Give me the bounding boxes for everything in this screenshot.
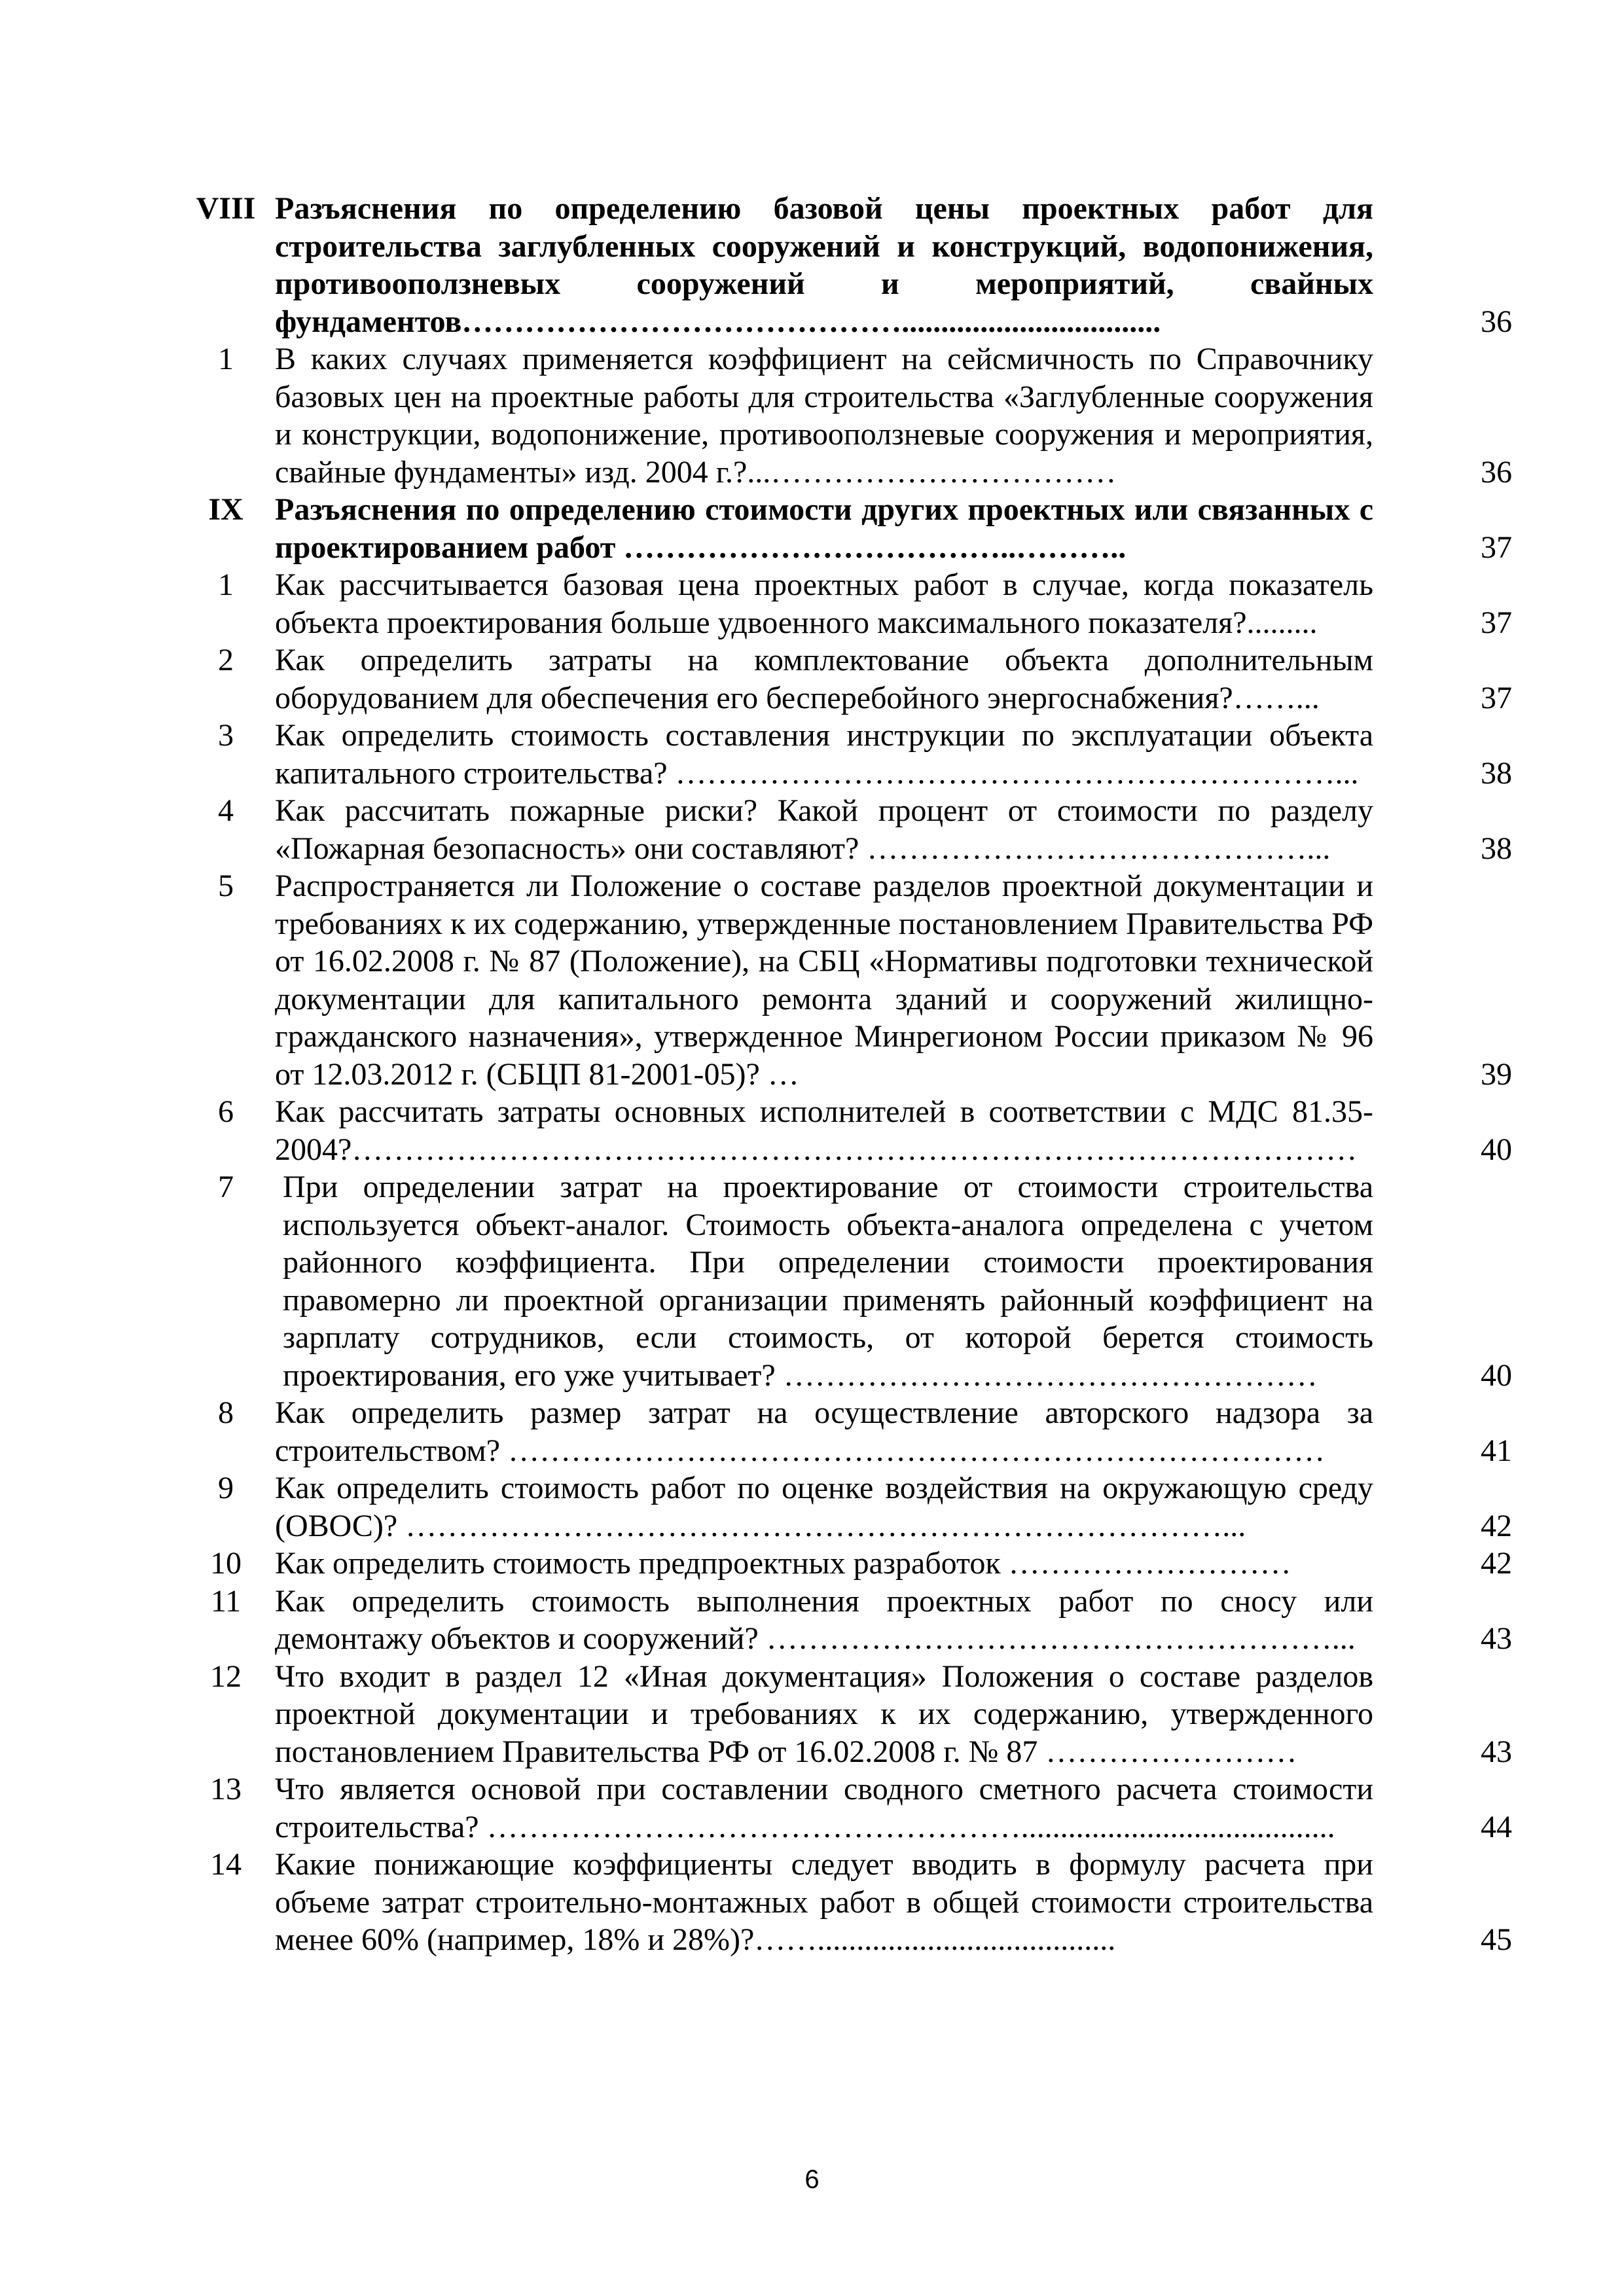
toc-item <box>177 566 1512 641</box>
toc-title: Как рассчитать затраты основных исполнителей в соответствии с МДС 81.35-2004?…………………………………………………………………………………… <box>275 1094 1373 1167</box>
toc-number: 14 <box>210 1847 242 1882</box>
toc-title: Что является основой при составлении сводного сметного расчета стоимости строительства? ……………………………………………........................................ <box>275 1772 1373 1844</box>
toc-title: Как определить стоимость предпроектных разработок ……………………… <box>275 1546 1291 1581</box>
toc-number: 5 <box>218 869 234 903</box>
toc-item <box>177 1394 1512 1469</box>
toc-number: 2 <box>218 643 234 677</box>
toc-title: Как определить затраты на комплектование объекта дополнительным оборудованием для обеспечения его бесперебойного энергоснабжения?……... <box>275 643 1373 715</box>
toc-page: 43 <box>1481 1734 1512 1769</box>
toc-section-viii <box>177 190 1512 340</box>
toc-page: 42 <box>1481 1508 1512 1543</box>
toc-page: 38 <box>1481 831 1512 866</box>
toc-title: Как определить стоимость выполнения проектных работ по сносу или демонтажу объектов и сооружений? ………………………………………………... <box>275 1583 1373 1656</box>
toc-title: Разъяснения по определению стоимости других проектных или связанных с проектированием работ ………………………………..……….. <box>275 492 1373 565</box>
toc-number: IX <box>208 492 244 527</box>
toc-number: 1 <box>218 342 234 376</box>
toc-title: Распространяется ли Положение о составе разделов проектной документации и требованиях к их содержанию, утвержденные постановлением Правительства РФ от 16.02.2008 г. № 87 (Положение), на СБЦ «Нормативы подготовки технической документации для капитального ремонта зданий и сооружений жилищно-гражданского назначения», утвержденное Минрегионом России приказом № 96 от 12.03.2012 г. (СБЦП 81-2001-05)? … <box>275 869 1373 1092</box>
toc-title: В каких случаях применяется коэффициент на сейсмичность по Справочнику базовых цен на проектные работы для строительства «Заглубленные сооружения и конструкции, водопонижение, противооползневые сооружения и мероприятия, свайные фундаменты» изд. 2004 г.?...…………………………… <box>275 342 1373 490</box>
toc-page: 42 <box>1481 1546 1512 1581</box>
toc-item <box>177 1770 1512 1846</box>
toc-page: 40 <box>1481 1357 1512 1393</box>
toc-item <box>177 867 1512 1093</box>
toc-item <box>177 1093 1512 1168</box>
toc-title: Разъяснения по определению базовой цены проектных работ для строительства заглубленных сооружений и конструкций, водопонижения, противооползневых сооружений и мероприятий, свайных фундаментов……………………………………................................. <box>275 191 1373 339</box>
toc-page: 36 <box>1481 454 1512 490</box>
page-number: 6 <box>804 2165 820 2194</box>
toc-number: VIII <box>196 191 256 226</box>
toc-item <box>177 792 1512 867</box>
toc-title: Как определить стоимость работ по оценке воздействия на окружающую среду (ОВОС)? ……………………………………………………………………... <box>275 1471 1373 1543</box>
toc-number: 1 <box>218 567 234 602</box>
toc-item <box>177 717 1512 792</box>
toc-item <box>177 1545 1512 1583</box>
toc-number: 13 <box>210 1772 242 1806</box>
toc-number: 11 <box>210 1583 242 1619</box>
toc-number: 4 <box>218 793 234 828</box>
toc-page: 36 <box>1481 304 1512 339</box>
toc-title: Как рассчитать пожарные риски? Какой процент от стоимости по разделу «Пожарная безопасность» они составляют? ……………………………………... <box>275 793 1373 866</box>
toc-page: 37 <box>1481 529 1512 565</box>
toc-page: 44 <box>1481 1809 1512 1844</box>
toc-number: 8 <box>218 1395 234 1430</box>
toc-title: Как определить размер затрат на осуществление авторского надзора за строительством? …………………………………………………………………… <box>275 1395 1373 1468</box>
toc-page: 39 <box>1481 1056 1512 1092</box>
toc-page: 40 <box>1481 1132 1512 1167</box>
toc-title: Как рассчитывается базовая цена проектных работ в случае, когда показатель объекта проектирования больше удвоенного максимального показателя?......... <box>275 567 1373 640</box>
toc-number: 9 <box>218 1471 234 1505</box>
toc-page: 41 <box>1481 1433 1512 1468</box>
toc-page: 37 <box>1481 680 1512 715</box>
toc-item <box>177 641 1512 717</box>
toc-section-ix <box>177 491 1512 566</box>
toc-item <box>177 340 1512 491</box>
toc-page: 38 <box>1481 755 1512 791</box>
toc-number: 3 <box>218 718 234 753</box>
toc-page: 43 <box>1481 1621 1512 1656</box>
toc-item <box>177 1658 1512 1771</box>
toc-number: 6 <box>218 1094 234 1129</box>
toc-item <box>177 1583 1512 1658</box>
table-of-contents <box>177 190 1512 1959</box>
toc-item <box>177 1469 1512 1545</box>
toc-item <box>177 1168 1512 1394</box>
toc-number: 12 <box>210 1659 242 1694</box>
toc-page: 45 <box>1481 1922 1512 1957</box>
toc-number: 7 <box>218 1170 234 1204</box>
toc-item <box>177 1846 1512 1959</box>
toc-title: Как определить стоимость составления инструкции по эксплуатации объекта капитального строительства? ………………………………………………………... <box>275 718 1373 791</box>
toc-title: При определении затрат на проектирование от стоимости строительства используется объект-аналог. Стоимость объекта-аналога определена с учетом районного коэффициента. При определении стоимости проектирования правомерно ли проектной организации применять районный коэффициент на зарплату сотрудников, если стоимость, от которой берется стоимость проектирования, его уже учитывает? …………………………………………… <box>283 1170 1373 1393</box>
toc-title: Что входит в раздел 12 «Иная документация» Положения о составе разделов проектной документации и требованиях к их содержанию, утвержденного постановлением Правительства РФ от 16.02.2008 г. № 87 …………………… <box>275 1659 1373 1769</box>
toc-page: 37 <box>1481 605 1512 640</box>
toc-number: 10 <box>210 1546 242 1581</box>
toc-title: Какие понижающие коэффициенты следует вводить в формулу расчета при объеме затрат строительно-монтажных работ в общей стоимости строительства менее 60% (например, 18% и 28%)?……...................................... <box>275 1847 1373 1957</box>
